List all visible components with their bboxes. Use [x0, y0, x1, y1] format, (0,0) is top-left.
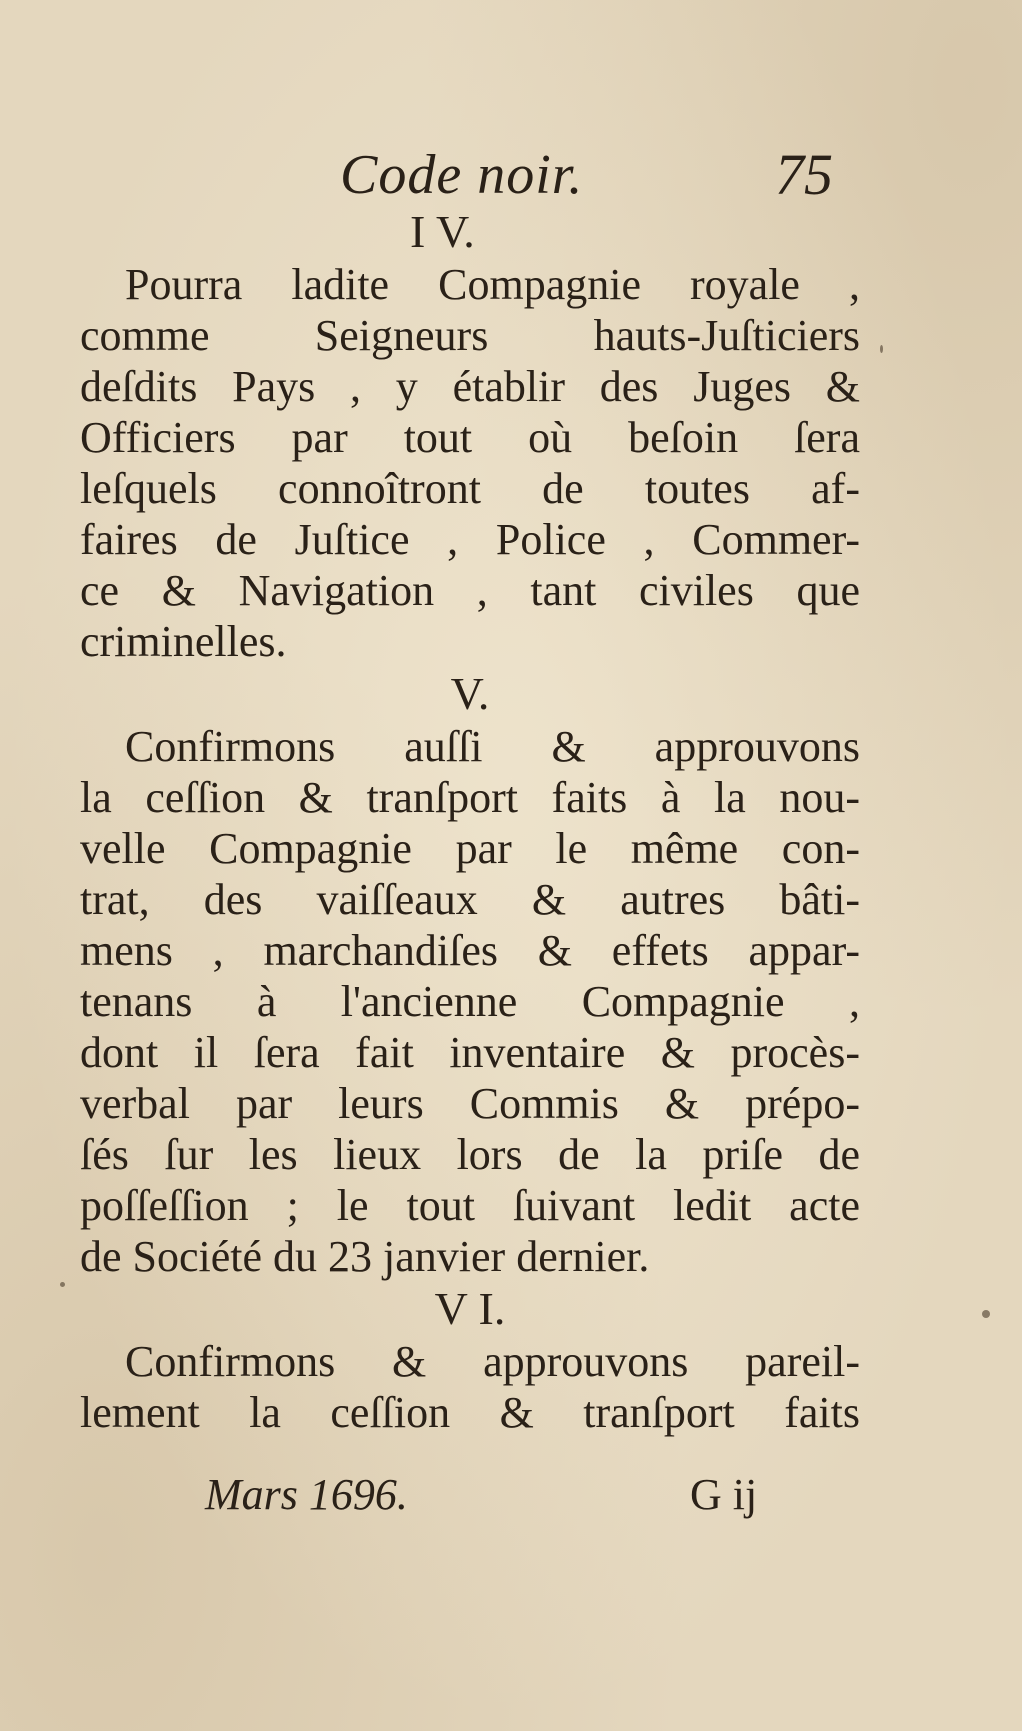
text-line: dont il ſera fait inventaire & procès-: [80, 1028, 860, 1077]
text-line: comme Seigneurs hauts-Juſticiers: [80, 311, 860, 360]
text-line: poſſeſſion ; le tout ſuivant ledit acte: [80, 1181, 860, 1230]
running-title: Code noir.: [340, 144, 584, 206]
text-line: lement la ceſſion & tranſport faits: [80, 1388, 860, 1437]
paper-speck: [982, 1310, 990, 1318]
text-line: Confirmons auſſi & approuvons: [125, 722, 860, 771]
text-line: criminelles.: [80, 617, 287, 666]
page-number: 75: [775, 142, 833, 207]
paper-speck: [880, 345, 883, 353]
page-footer: [80, 1465, 860, 1525]
text-line: verbal par leurs Commis & prépo-: [80, 1079, 860, 1128]
text-line: mens , marchandiſes & effets appar-: [80, 926, 860, 975]
text-line: ce & Navigation , tant civiles que: [80, 566, 860, 615]
article-number: V I.: [434, 1283, 506, 1334]
text-line: Pourra ladite Compagnie royale ,: [125, 260, 860, 309]
text-line: deſdits Pays , y établir des Juges &: [80, 362, 860, 411]
article-5: [80, 667, 860, 1282]
text-line: tenans à l'ancienne Compagnie ,: [80, 977, 860, 1026]
paper-speck: [60, 1282, 65, 1287]
article-number: V.: [450, 668, 490, 719]
text-line: la ceſſion & tranſport faits à la nou-: [80, 773, 860, 822]
text-line: leſquels connoîtront de toutes af-: [80, 464, 860, 513]
footer-date: Mars 1696.: [205, 1470, 408, 1519]
signature-mark: G ij: [690, 1470, 758, 1519]
text-line: trat, des vaiſſeaux & autres bâti-: [80, 875, 860, 924]
text-line: de Société du 23 janvier dernier.: [80, 1232, 650, 1281]
article-4: [80, 205, 860, 667]
article-6: [80, 1282, 860, 1438]
text-line: ſés ſur les lieux lors de la priſe de: [80, 1130, 860, 1179]
text-line: Officiers par tout où beſoin ſera: [80, 413, 860, 462]
article-number: I V.: [410, 206, 475, 257]
text-line: faires de Juſtice , Police , Commer-: [80, 515, 860, 564]
text-line: Confirmons & approuvons pareil-: [125, 1337, 860, 1386]
text-line: velle Compagnie par le même con-: [80, 824, 860, 873]
page-header: [80, 140, 860, 210]
page-body: [80, 205, 860, 1438]
